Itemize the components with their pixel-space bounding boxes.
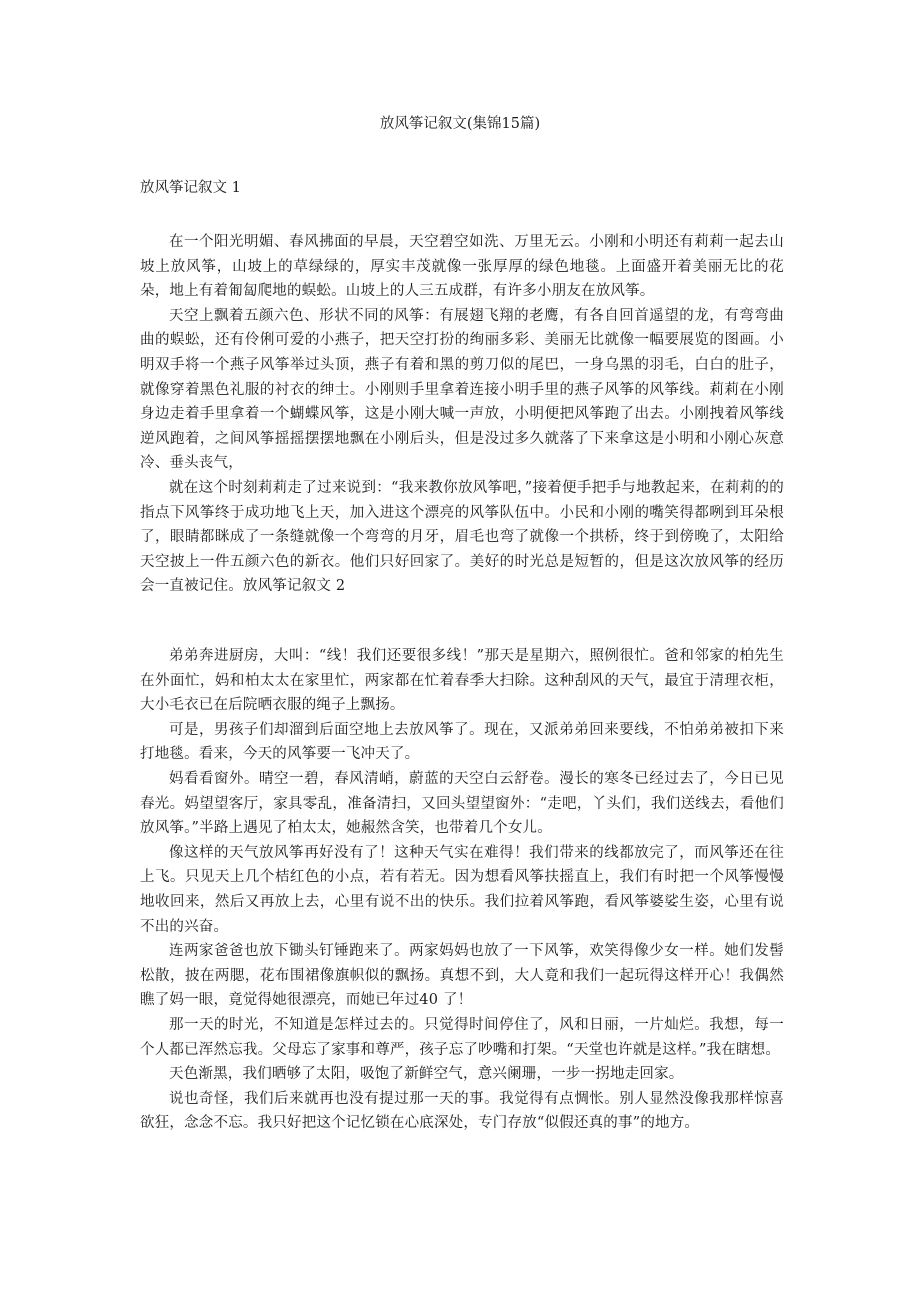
paragraph: 像这样的天气放风筝再好没有了！这种天气实在难得！我们带来的线都放完了，而风筝还在往上飞。只见天上几个桔红色的小点，若有若无。因为想看风筝扶摇直上，我们有时把一个风筝慢慢地收回来，然后又再放上去，心里有说不出的快乐。我们拉着风筝跑，看风筝婆娑生姿，心里有说不出的兴奋。	[140, 844, 784, 935]
section-1-heading: 放风筝记叙文 1	[140, 180, 241, 196]
section-1-body	[140, 230, 784, 599]
paragraph: 天空上飘着五颜六色、形状不同的风筝：有展翅飞翔的老鹰，有各自回首遥望的龙，有弯弯曲曲的蜈蚣，还有伶俐可爱的小燕子，把天空打扮的绚丽多彩、美丽无比就像一幅要展览的图画。小明双手将一个燕子风筝举过头顶，燕子有着和黑的剪刀似的尾巴，一身乌黑的羽毛，白白的肚子，就像穿着黑色礼服的衬衣的绅士。小刚则手里拿着连接小明手里的燕子风筝的风筝线。莉莉在小刚身边走着手里拿着一个蝴蝶风筝，这是小刚大喊一声放，小明便把风筝跑了出去。小刚拽着风筝线逆风跑着，之间风筝摇摇摆摆地飘在小刚后头，但是没过多久就落了下来拿这是小明和小刚心灰意冷、垂头丧气，	[140, 307, 784, 472]
document-title: 放风筝记叙文(集锦15篇)	[379, 116, 541, 132]
paragraph: 那一天的时光，不知道是怎样过去的。只觉得时间停住了，风和日丽，一片灿烂。我想，每一个人都已浑然忘我。父母忘了家事和尊严，孩子忘了吵嘴和打架。“天堂也许就是这样。”我在瞎想。	[140, 1016, 784, 1058]
paragraph: 就在这个时刻莉莉走了过来说到：“我来教你放风筝吧，”接着便手把手与地教起来，在莉莉的的指点下风筝终于成功地飞上天，加入进这个漂亮的风筝队伍中。小民和小刚的嘴笑得都咧到耳朵根了，眼睛都眯成了一条缝就像一个弯弯的月牙，眉毛也弯了就像一个拱桥，终于到傍晚了，太阳给天空披上一件五颜六色的新衣。他们只好回家了。美好的时光总是短暂的，但是这次放风筝的经历会一直被记住。放风筝记叙文 2	[140, 479, 784, 595]
paragraph: 说也奇怪，我们后来就再也没有提过那一天的事。我觉得有点惆怅。别人显然没像我那样惊喜欲狂，念念不忘。我只好把这个记忆锁在心底深处，专门存放“似假还真的事”的地方。	[140, 1090, 784, 1132]
paragraph: 妈看看窗外。晴空一碧，春风清峭，蔚蓝的天空白云舒卷。漫长的寒冬已经过去了，今日已见春光。妈望望客厅，家具零乱，准备清扫，又回头望望窗外：“走吧，丫头们，我们送线去，看他们放风筝。”半路上遇见了柏太太，她赧然含笑，也带着几个女儿。	[140, 770, 784, 837]
paragraph: 可是，男孩子们却溜到后面空地上去放风筝了。现在，又派弟弟回来要线，不怕弟弟被扣下来打地毯。看来，今天的风筝要一飞冲天了。	[140, 721, 784, 763]
paragraph: 天色渐黑，我们晒够了太阳，吸饱了新鲜空气，意兴阑珊，一步一拐地走回家。	[169, 1066, 684, 1083]
paragraph: 连两家爸爸也放下锄头钉锤跑来了。两家妈妈也放了一下风筝，欢笑得像少女一样。她们发髻松散，披在两腮，花布围裙像旗帜似的飘扬。真想不到，大人竟和我们一起玩得这样开心！我偶然瞧了妈一眼，竟觉得她很漂亮，而她已年过40 了！	[140, 943, 784, 1009]
paragraph: 在一个阳光明媚、春风拂面的早晨，天空碧空如洗、万里无云。小刚和小明还有莉莉一起去山坡上放风筝，山坡上的草绿绿的，厚实丰茂就像一张厚厚的绿色地毯。上面盛开着美丽无比的花朵，地上有着匍匐爬地的蜈蚣。山坡上的人三五成群，有许多小朋友在放风筝。	[140, 234, 784, 300]
section-2-body	[140, 644, 784, 1136]
paragraph: 弟弟奔进厨房，大叫：“线！我们还要很多线！”那天是星期六，照例很忙。爸和邻家的柏先生在外面忙，妈和柏太太在家里忙，两家都在忙着春季大扫除。这种刮风的天气，最宜于清理衣柜，大小毛衣已在后院晒衣服的绳子上飘扬。	[140, 648, 784, 714]
